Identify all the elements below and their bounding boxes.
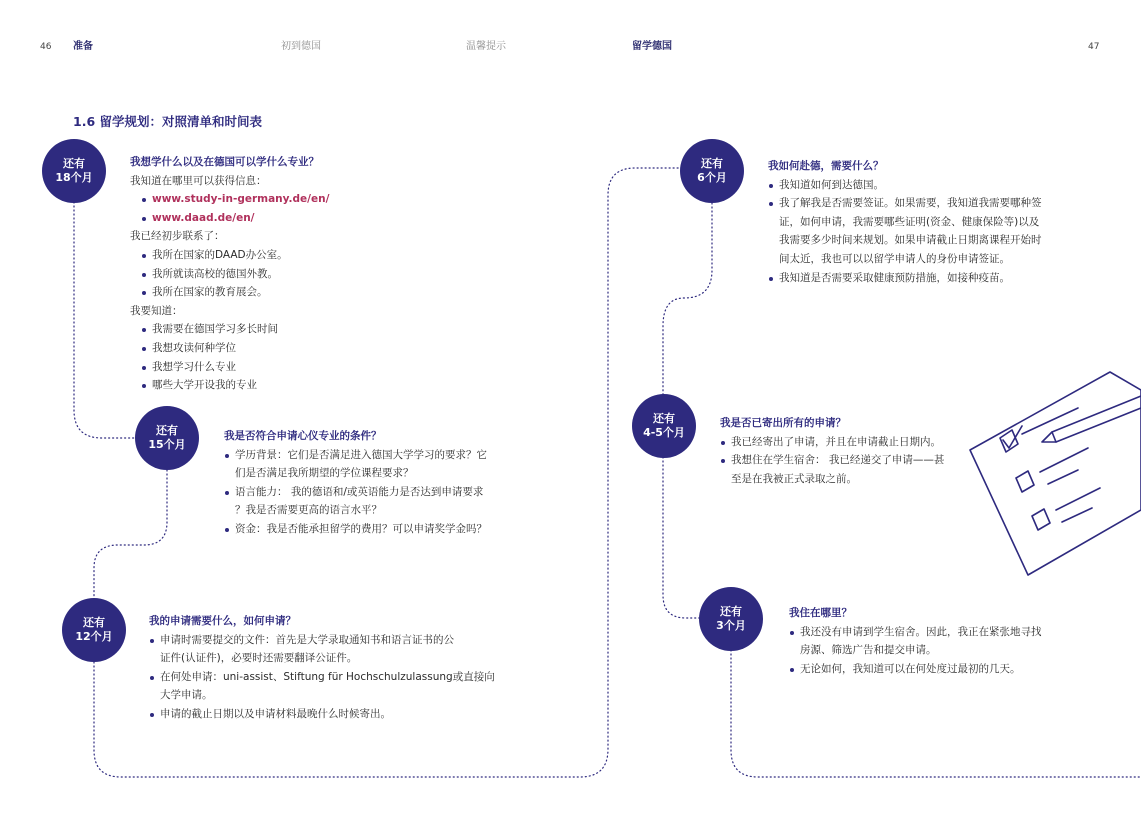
nav-link-tips[interactable]: 温馨提示: [466, 41, 506, 52]
list-item-line: 大学申请。: [160, 689, 213, 702]
list-item-line: 间太近，我也可以以留学申请人的身份申请签证。: [779, 252, 1010, 265]
milestone-badge-3-months: [699, 587, 763, 651]
list-item: [768, 176, 1042, 195]
milestone-heading: 我的申请需要什么，如何申请？: [149, 615, 296, 627]
badge-line: 4-5个月: [643, 426, 685, 439]
badge-line: 还有: [653, 412, 675, 425]
list-item: [720, 451, 944, 488]
list-item: 我所就读高校的德国外教。: [141, 265, 329, 284]
list-item-line: 在何处申请：uni-assist、Stiftung für Hochschulzulassung或直接向: [160, 670, 495, 683]
daad-link[interactable]: www.daad.de/en/: [152, 211, 255, 224]
milestone-heading: 我如何赴德，需要什么？: [768, 160, 884, 172]
info-sources-intro: 我知道在哪里可以获得信息：: [130, 174, 267, 187]
list-item: [149, 631, 495, 668]
list-item-line: 房源、筛选广告和提交申请。: [800, 644, 937, 657]
list-item-line: 资金：我是否能承担留学的费用？可以申请奖学金吗？: [235, 522, 487, 535]
milestone-15-months: [224, 427, 487, 539]
list-item: [224, 446, 487, 483]
list-item: 我所在国家的DAAD办公室。: [141, 246, 329, 265]
badge-line: 6个月: [697, 171, 727, 184]
list-item: [224, 520, 487, 539]
list-item: [789, 623, 1042, 660]
list-item-line: 我已经寄出了申请，并且在申请截止日期内。: [731, 435, 941, 448]
milestone-heading: 我想学什么以及在德国可以学什么专业？: [130, 156, 319, 168]
badge-line: 15个月: [148, 438, 186, 451]
badge-line: 还有: [156, 424, 178, 437]
milestone-4-5-months: [720, 414, 944, 488]
list-item: [768, 269, 1042, 288]
list-item-line: 无论如何，我知道可以在何处度过最初的几天。: [800, 662, 1021, 675]
list-item-line: 语言能力： 我的德语和/或英语能力是否达到申请要求: [235, 485, 484, 498]
section-title: 1.6 留学规划：对照清单和时间表: [73, 114, 262, 129]
contacts-intro: 我已经初步联系了：: [130, 230, 225, 243]
badge-line: 18个月: [55, 171, 93, 184]
list-item-line: 证，如何申请，我需要哪些证明(资金、健康保险等)以及: [779, 215, 1040, 228]
milestone-18-months: [130, 153, 329, 395]
nav-link-arrival[interactable]: 初到德国: [281, 41, 321, 52]
list-item-line: 我还没有申请到学生宿舍。因此，我正在紧张地寻找: [800, 625, 1042, 638]
milestone-heading: 我是否已寄出所有的申请？: [720, 417, 846, 429]
list-item-line: 们是否满足我所期望的学位课程要求？: [235, 467, 414, 480]
list-item-line: ？我是否需要更高的语言水平？: [235, 504, 382, 517]
list-item: 哪些大学开设我的专业: [141, 376, 329, 395]
needs-intro: 我要知道：: [130, 304, 183, 317]
milestone-heading: 我住在哪里？: [789, 607, 852, 619]
milestone-badge-15-months: [135, 406, 199, 470]
list-item: [768, 194, 1042, 268]
list-item-line: 证件(认证件)，必要时还需要翻译公证件。: [160, 652, 358, 665]
badge-line: 12个月: [75, 630, 113, 643]
application-list: [149, 631, 495, 724]
submission-list: [720, 433, 944, 489]
contacts-list: [130, 246, 329, 302]
list-item[interactable]: [141, 190, 329, 209]
right-page-number: 47: [1088, 42, 1100, 52]
left-page-number: 46: [40, 42, 52, 52]
list-item: [789, 660, 1042, 679]
info-links-list: [130, 190, 329, 227]
list-item: 我想攻读何种学位: [141, 339, 329, 358]
milestone-3-months: [789, 604, 1042, 678]
milestone-badge-18-months: [42, 139, 106, 203]
list-item-line: 我想住在学生宿舍： 我已经递交了申请——甚: [731, 454, 945, 467]
badge-line: 还有: [701, 157, 723, 170]
left-section-label: 准备: [73, 41, 93, 52]
milestone-6-months: [768, 157, 1042, 287]
list-item-line: 我知道是否需要采取健康预防措施，如接种疫苗。: [779, 271, 1010, 284]
list-item-line: 我知道如何到达德国。: [779, 178, 884, 191]
list-item-line: 至是在我被正式录取之前。: [731, 472, 857, 485]
list-item-line: 我需要多少时间来规划。如果申请截止日期离课程开始时: [779, 234, 1042, 247]
milestone-heading: 我是否符合申请心仪专业的条件？: [224, 430, 382, 442]
requirements-list: [224, 446, 487, 539]
list-item: [149, 705, 495, 724]
list-item-line: 我了解我是否需要签证。如果需要，我知道我需要哪种签: [779, 197, 1042, 210]
badge-line: 还有: [83, 616, 105, 629]
list-item: [149, 668, 495, 705]
travel-list: [768, 176, 1042, 288]
list-item: [720, 433, 944, 452]
milestone-badge-12-months: [62, 598, 126, 662]
housing-list: [789, 623, 1042, 679]
list-item-line: 学历背景：它们是否满足进入德国大学学习的要求？它: [235, 448, 487, 461]
nav-link-study[interactable]: 留学德国: [632, 41, 672, 52]
list-item[interactable]: [141, 209, 329, 228]
list-item: 我想学习什么专业: [141, 358, 329, 377]
milestone-badge-4-5-months: [632, 394, 696, 458]
needs-list: [130, 320, 329, 394]
badge-line: 3个月: [716, 619, 746, 632]
checklist-illustration-icon: [960, 360, 1141, 590]
list-item: [224, 483, 487, 520]
milestone-badge-6-months: [680, 139, 744, 203]
list-item-line: 申请的截止日期以及申请材料最晚什么时候寄出。: [160, 707, 391, 720]
study-in-germany-link[interactable]: www.study-in-germany.de/en/: [152, 193, 330, 206]
list-item: 我所在国家的教育展会。: [141, 283, 329, 302]
list-item: 我需要在德国学习多长时间: [141, 320, 329, 339]
badge-line: 还有: [63, 157, 85, 170]
badge-line: 还有: [720, 605, 742, 618]
milestone-12-months: [149, 612, 495, 724]
list-item-line: 申请时需要提交的文件：首先是大学录取通知书和语言证书的公: [160, 633, 454, 646]
